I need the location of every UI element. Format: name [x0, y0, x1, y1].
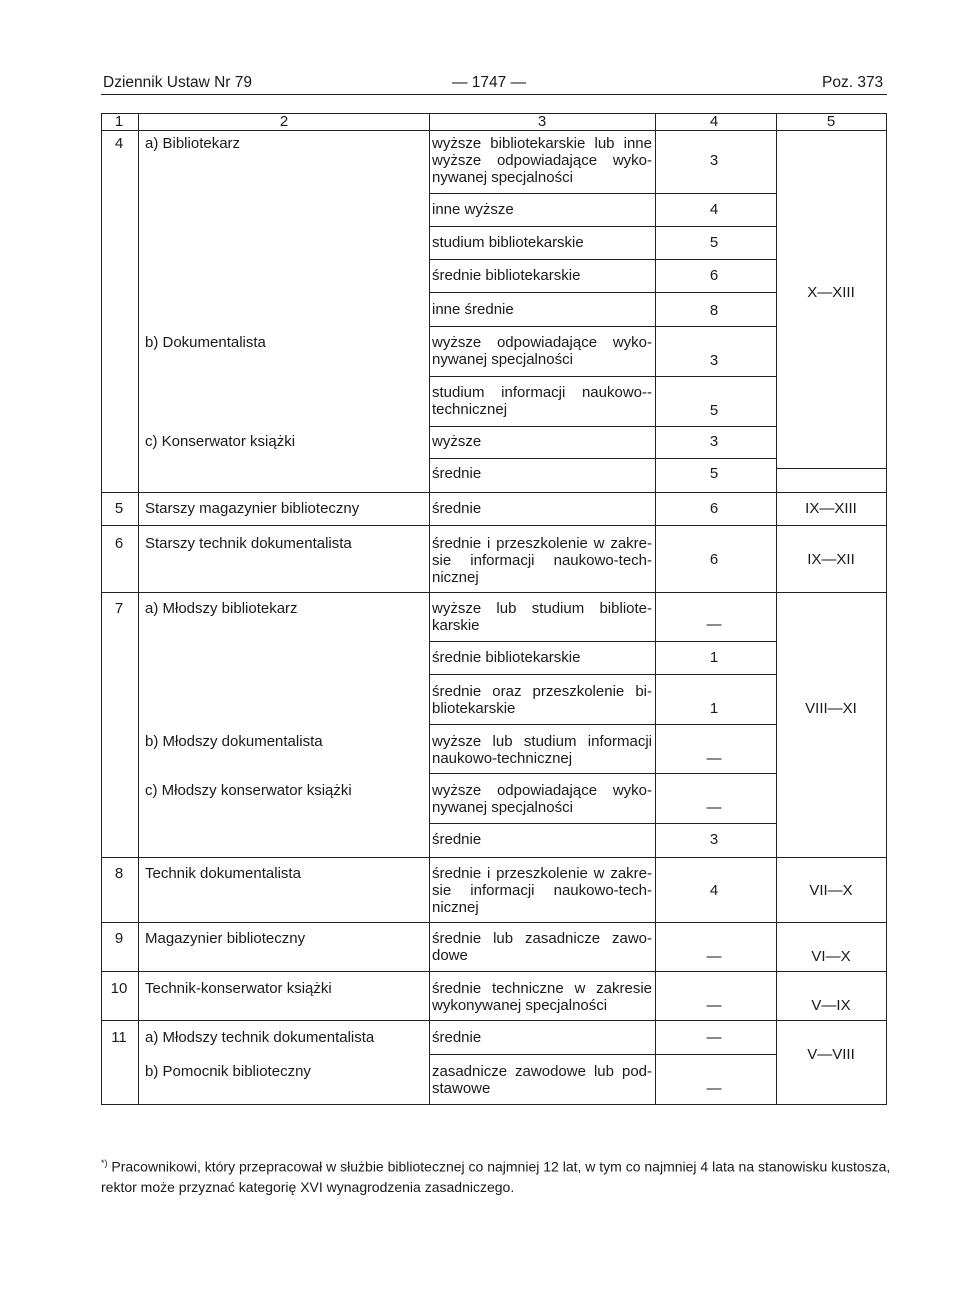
- table-cell-r9-c5: VI—X: [811, 948, 851, 965]
- grid-hline: [429, 259, 776, 260]
- table-cell-r11a-c4: —: [706, 1029, 722, 1046]
- table-cell-r4a5-c4: 8: [709, 302, 719, 319]
- page-number: — 1747 —: [452, 74, 527, 91]
- table-cell-r4-c1: 4: [114, 135, 124, 152]
- grid-hline: [429, 823, 776, 824]
- grid-hline: [429, 326, 776, 327]
- column-header-3: 3: [537, 113, 547, 130]
- table-cell-r5-c1: 5: [114, 500, 124, 517]
- grid-vline: [138, 113, 139, 1105]
- grid-hline: [429, 426, 776, 427]
- column-header-5: 5: [826, 113, 836, 130]
- table-cell-r9-c3: średnie lub zasadnicze zawo-dowe: [432, 930, 652, 964]
- table-cell-r6-c5: IX—XII: [807, 551, 855, 568]
- table-cell-r4b-c2: b) Dokumentalista: [145, 334, 266, 351]
- grid-hline: [101, 922, 887, 923]
- grid-hline: [101, 130, 887, 131]
- table-cell-r4b1-c4: 3: [709, 352, 719, 369]
- column-header-4: 4: [709, 113, 719, 130]
- grid-hline: [429, 376, 776, 377]
- footnote: [101, 1153, 891, 1197]
- table-cell-r4c1-c3: wyższe: [432, 433, 482, 450]
- table-cell-r9-c1: 9: [114, 930, 124, 947]
- table-cell-r10-c2: Technik-konserwator książki: [145, 980, 332, 997]
- table-cell-r5-c2: Starszy magazynier biblioteczny: [145, 500, 360, 517]
- table-cell-r4a1-c3: wyższe bibliotekarskie lub inne wyższe odpowiadające wyko-nywanej specjalności: [432, 135, 652, 186]
- grid-vline: [429, 113, 430, 1105]
- table-cell-r7c2-c3: średnie: [432, 831, 482, 848]
- table-cell-r6-c4: 6: [709, 551, 719, 568]
- grid-hline: [429, 674, 776, 675]
- table-cell-r4b2-c4: 5: [709, 402, 719, 419]
- table-cell-r10-c4: —: [706, 997, 722, 1014]
- grid-hline: [101, 857, 887, 858]
- table-cell-r6-c2: Starszy technik dokumentalista: [145, 535, 352, 552]
- table-cell-r4a2-c3: inne wyższe: [432, 201, 514, 218]
- grid-hline: [101, 492, 887, 493]
- table-cell-r6-c1: 6: [114, 535, 124, 552]
- table-cell-r11b-c3: zasadnicze zawodowe lub pod-stawowe: [432, 1063, 652, 1097]
- column-header-2: 2: [279, 113, 289, 130]
- table-cell-r11-c5: V—VIII: [807, 1046, 855, 1063]
- grid-hline: [429, 226, 776, 227]
- table-cell-r7-c1: 7: [114, 600, 124, 617]
- table-cell-r5-c3: średnie: [432, 500, 482, 517]
- table-cell-r8-c3: średnie i przeszkolenie w zakre-sie informacji naukowo-tech-nicznej: [432, 865, 652, 916]
- table-cell-r7c1-c3: wyższe odpowiadające wyko-nywanej specjalności: [432, 782, 652, 816]
- table-cell-r7c-c2: c) Młodszy konserwator książki: [145, 782, 352, 799]
- footnote-text: Pracownikowi, który przepracował w służbie bibliotecznej co najmniej 12 lat, w tym co najmniej 4 lata na stanowisku kustosza, rektor może przyznać kategorię XVI wynagrodzenia zasadniczego.: [101, 1158, 891, 1195]
- table-cell-r10-c3: średnie techniczne w zakresie wykonywanej specjalności: [432, 980, 652, 1014]
- table-cell-r8-c5: VII—X: [809, 882, 853, 899]
- table-cell-r4a4-c4: 6: [709, 267, 719, 284]
- table-cell-r7-c5: VIII—XI: [805, 700, 857, 717]
- table-cell-r4c-c2: c) Konserwator książki: [145, 433, 296, 450]
- table-cell-r5-c4: 6: [709, 500, 719, 517]
- table-cell-r11a-c2: a) Młodszy technik dokumentalista: [145, 1029, 375, 1046]
- table-cell-r7b-c2: b) Młodszy dokumentalista: [145, 733, 323, 750]
- grid-hline: [429, 458, 776, 459]
- table-cell-r7c2-c4: 3: [709, 831, 719, 848]
- grid-hline: [429, 724, 776, 725]
- table-cell-r5-c5: IX—XIII: [805, 500, 857, 517]
- table-cell-r6-c3: średnie i przeszkolenie w zakre-sie informacji naukowo-tech-nicznej: [432, 535, 652, 586]
- table-cell-r4a5-c3: inne średnie: [432, 301, 514, 318]
- column-header-1: 1: [114, 113, 124, 130]
- table-cell-r4b2-c3: studium informacji naukowo--technicznej: [432, 384, 652, 418]
- grid-hline: [776, 468, 887, 469]
- table-cell-r4c2-c3: średnie: [432, 465, 482, 482]
- table-cell-r11-c1: 11: [111, 1029, 127, 1046]
- table-cell-r7b-c3: wyższe lub studium informacji naukowo-technicznej: [432, 733, 652, 767]
- table-cell-r11a-c3: średnie: [432, 1029, 482, 1046]
- table-cell-r4a1-c4: 3: [709, 152, 719, 169]
- table-cell-r4a-c2: a) Bibliotekarz: [145, 135, 241, 152]
- grid-hline: [429, 641, 776, 642]
- table-cell-r8-c1: 8: [114, 865, 124, 882]
- table-cell-r4c1-c4: 3: [709, 433, 719, 450]
- table-cell-r7a2-c3: średnie bibliotekarskie: [432, 649, 581, 666]
- table-cell-r10-c5: V—IX: [811, 997, 851, 1014]
- table-cell-r7a-c2: a) Młodszy bibliotekarz: [145, 600, 298, 617]
- grid-hline: [429, 292, 776, 293]
- table-cell-r4c2-c4: 5: [709, 465, 719, 482]
- grid-hline: [429, 193, 776, 194]
- grid-hline: [101, 592, 887, 593]
- grid-hline: [101, 525, 887, 526]
- table-cell-r7a2-c4: 1: [709, 649, 719, 666]
- grid-hline: [101, 971, 887, 972]
- footnote-marker: *): [101, 1158, 108, 1168]
- table-cell-r4a4-c3: średnie bibliotekarskie: [432, 267, 581, 284]
- table-cell-r10-c1: 10: [110, 980, 128, 997]
- table-cell-r8-c4: 4: [709, 882, 719, 899]
- table-cell-r8-c2: Technik dokumentalista: [145, 865, 301, 882]
- header-rule: [101, 94, 887, 95]
- table-cell-r9-c2: Magazynier biblioteczny: [145, 930, 306, 947]
- table-cell-r7c1-c4: —: [706, 799, 722, 816]
- table-cell-r4-c5: X—XIII: [807, 284, 855, 301]
- grid-hline: [429, 773, 776, 774]
- position-number: Poz. 373: [822, 74, 884, 91]
- table-cell-r7a1-c3: wyższe lub studium bibliote-karskie: [432, 600, 652, 634]
- table-cell-r7a3-c4: 1: [709, 700, 719, 717]
- table-cell-r7a1-c4: —: [706, 616, 722, 633]
- journal-title: Dziennik Ustaw Nr 79: [103, 74, 253, 91]
- table-cell-r4b1-c3: wyższe odpowiadające wyko-nywanej specjalności: [432, 334, 652, 368]
- grid-hline: [429, 1054, 776, 1055]
- table-cell-r7a3-c3: średnie oraz przeszkolenie bi-bliotekarskie: [432, 683, 652, 717]
- grid-hline: [101, 1020, 887, 1021]
- table-cell-r4a2-c4: 4: [709, 201, 719, 218]
- table-cell-r4a3-c3: studium bibliotekarskie: [432, 234, 584, 251]
- table-cell-r9-c4: —: [706, 948, 722, 965]
- table-cell-r4a3-c4: 5: [709, 234, 719, 251]
- table-cell-r7b-c4: —: [706, 750, 722, 767]
- table-cell-r11b-c4: —: [706, 1080, 722, 1097]
- table-cell-r11b-c2: b) Pomocnik biblioteczny: [145, 1063, 311, 1080]
